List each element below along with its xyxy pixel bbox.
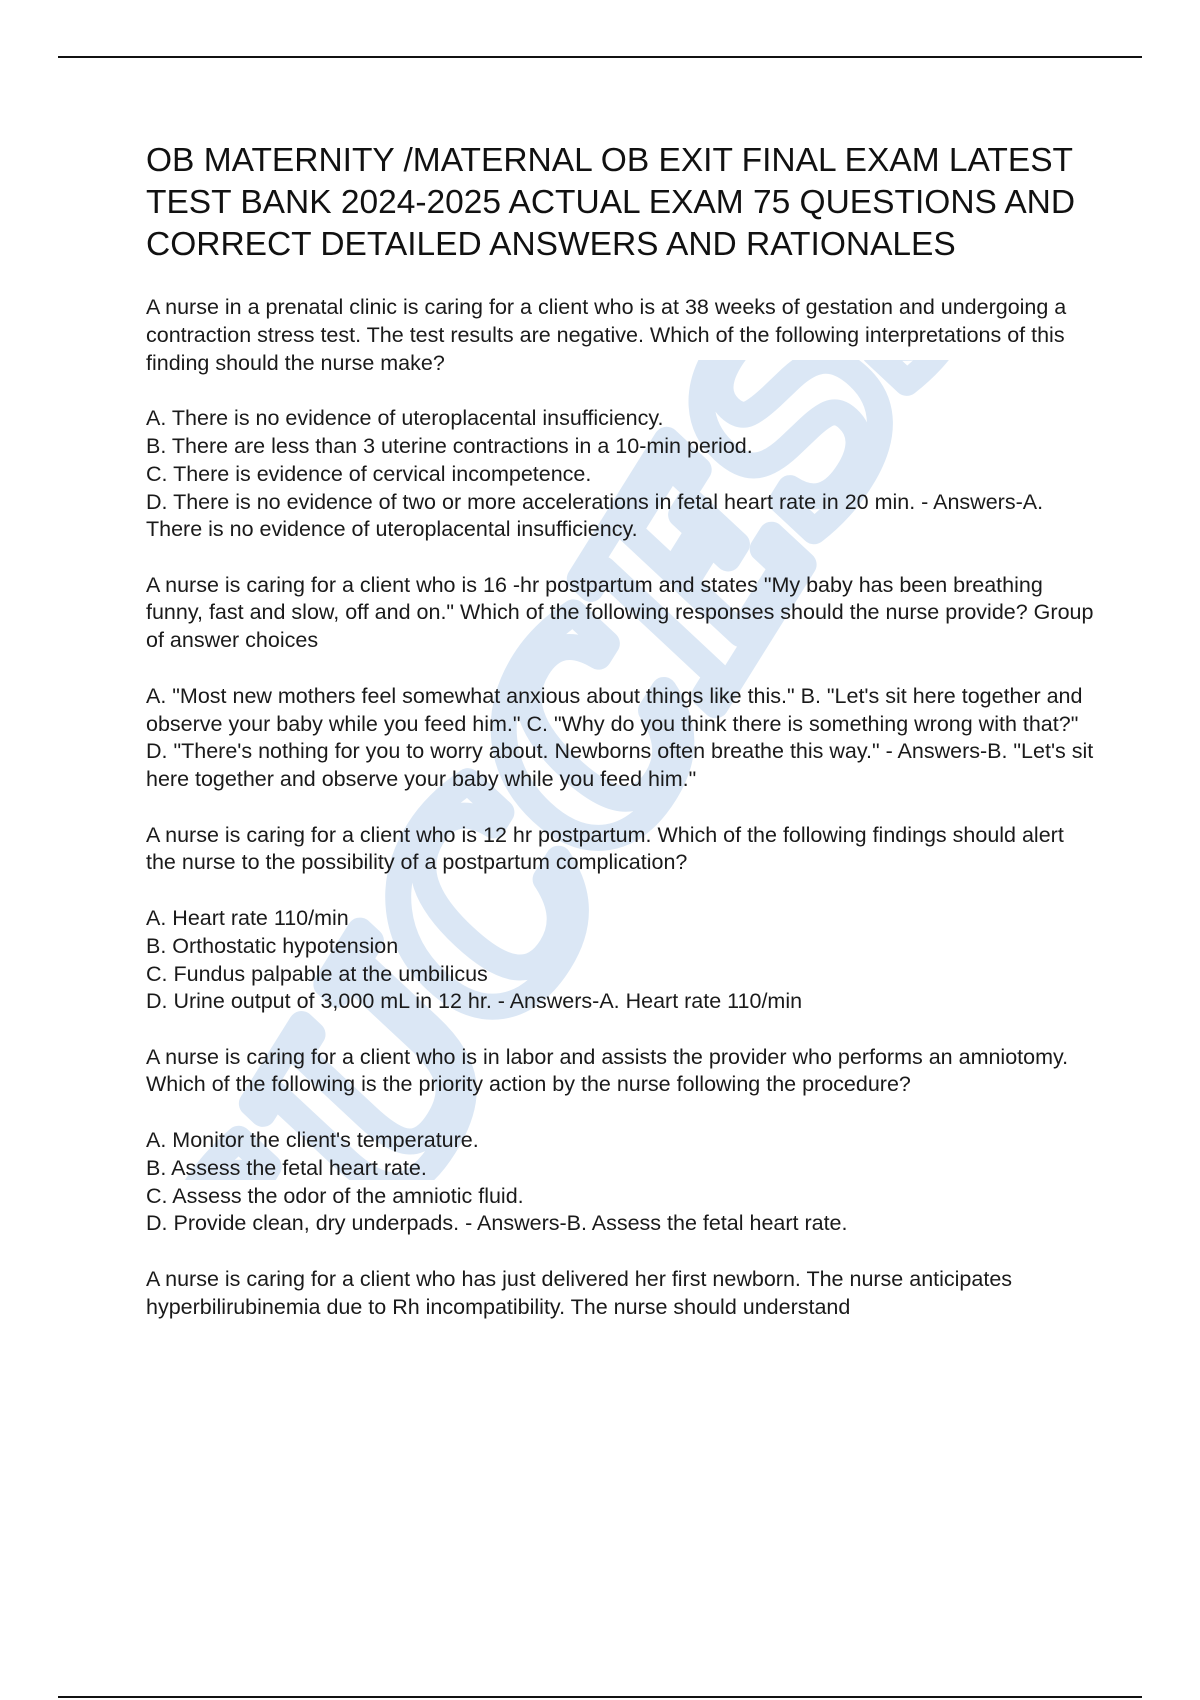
question-stem: A nurse is caring for a client who is 12 hr postpartum. Which of the following findings should alert the nurse to the possibility of a postpartum complication? <box>146 822 1064 875</box>
option-line: C. Assess the odor of the amniotic fluid. <box>146 1183 524 1208</box>
question-1 <box>146 294 1096 544</box>
option-answer-line: D. Provide clean, dry underpads. - Answers-B. Assess the fetal heart rate. <box>146 1211 848 1236</box>
question-3 <box>146 822 1096 1017</box>
option-line: A. "Most new mothers feel somewhat anxious about things like this." B. "Let's sit here together and observe your baby while you feed him." C. "Why do you think there is something wrong with that?" <box>146 683 1083 736</box>
top-rule <box>58 56 1142 58</box>
document-title: OB MATERNITY /MATERNAL OB EXIT FINAL EXAM LATEST TEST BANK 2024-2025 ACTUAL EXAM 75 QUESTIONS AND CORRECT DETAILED ANSWERS AND RATIONALES <box>146 142 1076 263</box>
question-options <box>146 405 1096 544</box>
option-answer-line: D. Urine output of 3,000 mL in 12 hr. - Answers-A. Heart rate 110/min <box>146 989 803 1014</box>
watermark-text: SUCCESS <box>180 360 1040 1180</box>
question-4 <box>146 1044 1096 1239</box>
question-stem: A nurse is caring for a client who is in labor and assists the provider who performs an amniotomy. Which of the following is the priority action by the nurse following the procedure? <box>146 1044 1069 1097</box>
option-line: A. Monitor the client's temperature. <box>146 1128 479 1153</box>
bottom-rule <box>58 1696 1142 1698</box>
option-answer-line: D. "There's nothing for you to worry about. Newborns often breathe this way." - Answers-B. "Let's sit here together and observe your baby while you feed him." <box>146 739 1094 792</box>
question-options <box>146 1127 1096 1238</box>
option-answer-line: D. There is no evidence of two or more accelerations in fetal heart rate in 20 min. - Answers-A. There is no evidence of uteroplacental insufficiency. <box>146 489 1044 542</box>
option-line: C. There is evidence of cervical incompetence. <box>146 461 592 486</box>
option-line: A. There is no evidence of uteroplacental insufficiency. <box>146 406 664 431</box>
question-options <box>146 683 1096 794</box>
option-line: C. Fundus palpable at the umbilicus <box>146 961 488 986</box>
question-stem: A nurse is caring for a client who is 16 -hr postpartum and states "My baby has been breathing funny, fast and slow, off and on." Which of the following responses should the nurse provide? Group of answer choices <box>146 572 1094 653</box>
option-line: B. Orthostatic hypotension <box>146 933 399 958</box>
question-stem: A nurse in a prenatal clinic is caring for a client who is at 38 weeks of gestation and undergoing a contraction stress test. The test results are negative. Which of the following interpretations of this finding should the nurse make? <box>146 295 1067 375</box>
question-5 <box>146 1266 1096 1322</box>
option-line: A. Heart rate 110/min <box>146 905 349 930</box>
question-stem: A nurse is caring for a client who has just delivered her first newborn. The nurse anticipates hyperbilirubinemia due to Rh incompatibility. The nurse should understand <box>146 1266 1013 1319</box>
option-line: B. Assess the fetal heart rate. <box>146 1155 427 1180</box>
question-2 <box>146 572 1096 794</box>
question-options <box>146 905 1096 1016</box>
option-line: B. There are less than 3 uterine contractions in a 10-min period. <box>146 433 753 458</box>
document-body <box>146 140 1096 1349</box>
